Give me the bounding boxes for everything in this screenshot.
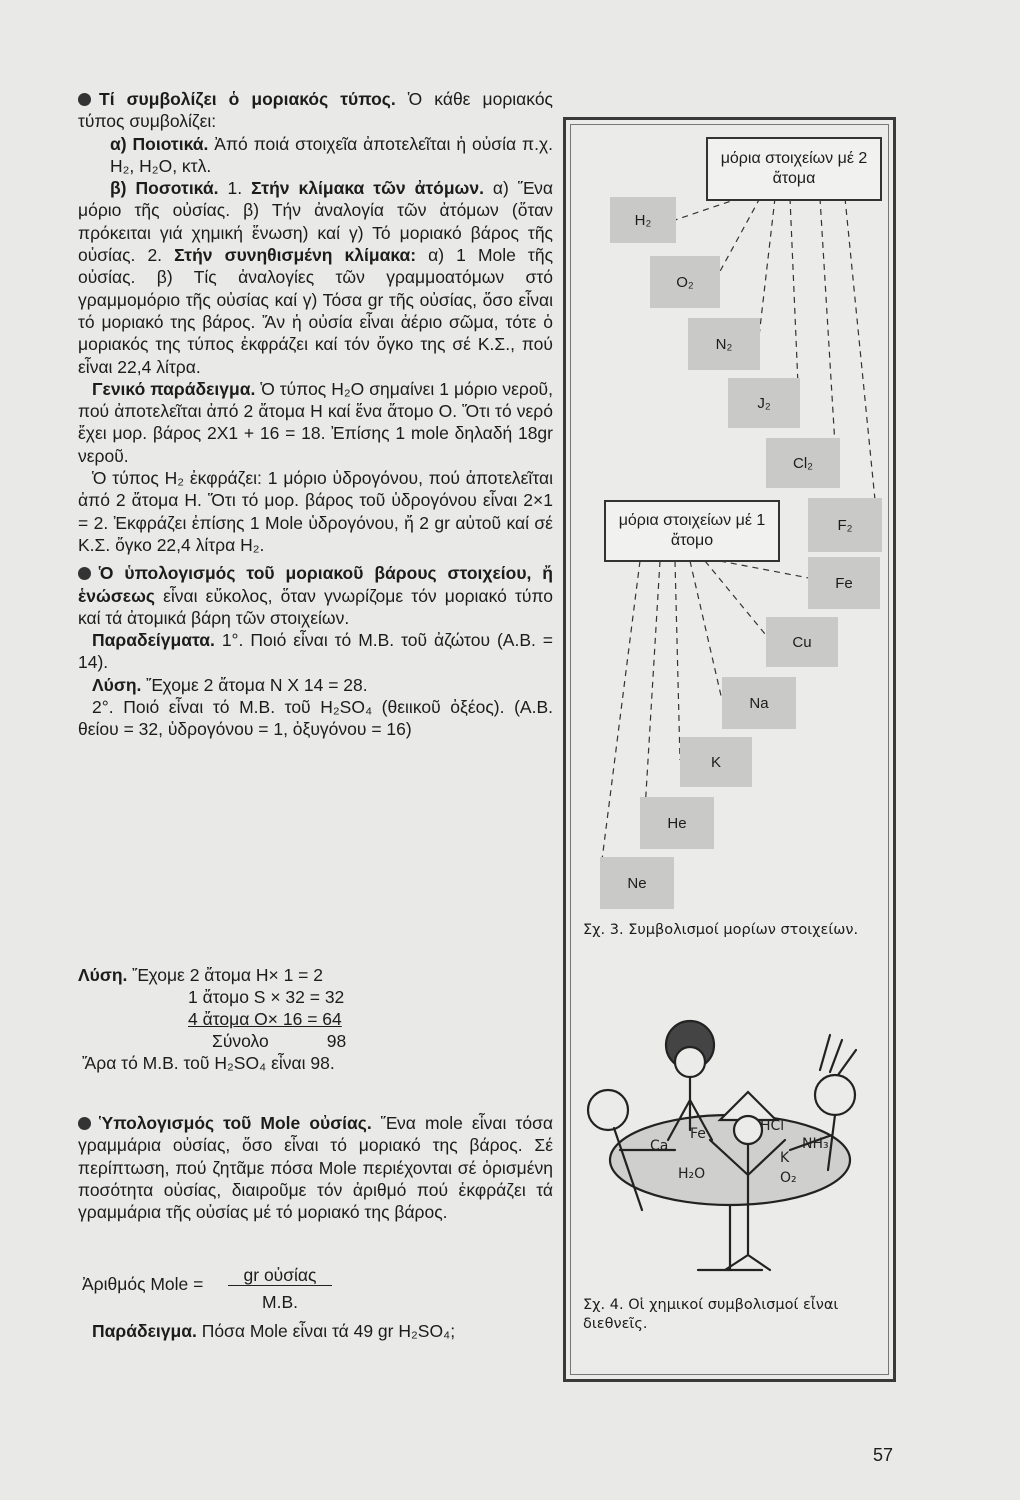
feather-icon bbox=[820, 1035, 856, 1075]
element-box-cl2: Cl₂ bbox=[766, 438, 840, 488]
paragraph-formula-meaning: Τί συμβολίζει ὁ μοριακός τύπος. Ὁ κάθε μοριακός τύπος συμβολίζει: bbox=[78, 89, 553, 132]
right-person-head bbox=[815, 1075, 855, 1115]
left-person-head bbox=[588, 1090, 628, 1130]
cartoon-label-ca: Ca bbox=[650, 1138, 669, 1154]
line-he bbox=[645, 561, 660, 810]
paragraph-example-2: 2°. Ποιό εἶναι τό Μ.Β. τοῦ H₂SO₄ (θειικοῦ ὀξέος). (Α.Β. θείου = 32, ὑδρογόνου = 1, ὀξυγόνου = 16) bbox=[78, 697, 553, 740]
cartoon-label-hcl: HCl bbox=[760, 1118, 785, 1134]
element-box-h2: H₂ bbox=[610, 197, 676, 243]
cartoon-label-k: K bbox=[780, 1150, 790, 1166]
element-box-cu: Cu bbox=[766, 617, 838, 667]
line-o2 bbox=[718, 198, 760, 275]
line-h2 bbox=[675, 198, 740, 220]
line-n2 bbox=[758, 198, 775, 345]
element-box-n2: N₂ bbox=[688, 318, 760, 370]
paragraph-molecular-weight: Ὁ ὑπολογισμός τοῦ μοριακοῦ βάρους στοιχείου, ἤ ἑνώσεως εἶναι εὔκολος, ὅταν γνωρίζομε τόν μοριακό τύπο καί τά ἀτομικά βάρη τῶν στοιχείων. bbox=[78, 563, 553, 628]
cartoon-label-o2: O₂ bbox=[780, 1170, 797, 1186]
element-box-o2: O₂ bbox=[650, 256, 720, 308]
cartoon-label-nh3: NH₃ bbox=[802, 1136, 829, 1152]
caption-fig3: Σχ. 3. Συμβολισμοί μορίων στοιχείων. bbox=[583, 922, 859, 938]
paragraph-solution-1: Λύση. Ἔχομε 2 ἄτομα Ν Χ 14 = 28. bbox=[92, 674, 368, 695]
paragraph-examples: Παραδείγματα. 1°. Ποιό εἶναι τό Μ.Β. τοῦ ἀζώτου (Α.Β. = 14). bbox=[78, 630, 553, 673]
cartoon-illustration bbox=[580, 1000, 880, 1280]
page-number: 57 bbox=[873, 1445, 894, 1465]
paragraph-qualitative: α) Ποιοτικά. Ἀπό ποιά στοιχεῖα ἀποτελεῖται ἡ οὐσία π.χ. H₂, H₂O, κτλ. bbox=[110, 133, 554, 176]
header-diatomic: μόρια στοιχείων μέ 2 ἄτομα bbox=[706, 137, 882, 201]
element-box-he: He bbox=[640, 797, 714, 849]
element-box-k: K bbox=[680, 737, 752, 787]
element-box-j2: J₂ bbox=[728, 378, 800, 428]
line-k bbox=[675, 561, 680, 760]
paragraph-example-mole: Παράδειγμα. Πόσα Mole εἶναι τά 49 gr H₂SO₄; bbox=[92, 1321, 456, 1341]
element-box-f2: F₂ bbox=[808, 498, 882, 552]
line-cu bbox=[705, 561, 770, 640]
caption-fig4: Σχ. 4. Οἱ χημικοί συμβολισμοί εἶναι διεθνεῖς. bbox=[583, 1297, 839, 1332]
line-na bbox=[690, 561, 722, 700]
paragraph-quantitative: β) Ποσοτικά. 1. Στήν κλίμακα τῶν ἀτόμων. α) Ἕνα μόριο τῆς οὐσίας. β) Τήν ἀναλογία τῶν ἀτόμων (ὅταν πρόκειται γιά χημική ἕνωση) καί γ) Τό μοριακό βάρος τῆς οὐσίας. 2. Στήν συνηθισμένη κλίμακα: α) 1 Mole τῆς οὐσίας. β) Τίς ἀναλογίες τῶν γραμμοατόμων στό γραμμομόριο τῆς οὐσίας καί γ) Τόσα gr τῆς οὐσίας, ὅσο εἶναι τό μοριακό της βάρος. Ἄν ἡ οὐσία εἶναι ἀέριο σῶμα, τότε ὁ μοριακός της τύπος ἐκφράζει καί τόν ὄγκο της σέ Κ.Σ., πού εἶναι 22,4 λίτρα. bbox=[78, 178, 554, 377]
line-f2 bbox=[845, 198, 875, 500]
line-j2 bbox=[790, 198, 798, 385]
line-ne bbox=[602, 561, 640, 860]
cartoon-label-fe: Fe bbox=[690, 1126, 706, 1142]
hair-person-head bbox=[675, 1047, 705, 1077]
header-monatomic: μόρια στοιχείων μέ 1 ἄτομο bbox=[604, 500, 780, 562]
element-box-fe: Fe bbox=[808, 557, 880, 609]
cartoon-label-h2o: H₂O bbox=[678, 1166, 706, 1182]
paragraph-mole: Ὑπολογισμός τοῦ Mole οὐσίας. Ἕνα mole εἶναι τόσα γραμμάρια οὐσίας, ὅσο εἶναι τό μοριακό της βάρος. Σέ περίπτωση, πού ζητᾶμε πόσα Mole περιέχονται σέ ὁρισμένη ποσότητα οὐσίας, διαιροῦμε τόν ἀριθμό πού ἐκφράζει τά γραμμάρια τῆς οὐσίας μέ τό μοριακό της βάρος. bbox=[78, 1113, 553, 1223]
paragraph-general-example: Γενικό παράδειγμα. Ὁ τύπος H₂O σημαίνει 1 μόριο νεροῦ, πού ἀποτελεῖται ἀπό 2 ἄτομα Η καί ἕνα ἄτομο Ο. Ὅτι τό νερό ἔχει μορ. βάρος 2Χ1 + 16 = 18. Ἐπίσης 1 mole δηλαδή 18gr νεροῦ. bbox=[78, 378, 553, 466]
table-top bbox=[610, 1115, 850, 1205]
line-cl2 bbox=[820, 198, 835, 445]
solution-calculation: Λύση. Ἔχομε 2 ἄτομα H× 1 = 2 1 ἄτομο S × 32 = 32 4 ἄτομα O× 16 = 64 Σύνολο 98 Ἄρα τό Μ.Β. τοῦ H₂SO₄ εἶναι 98. bbox=[78, 965, 347, 1073]
paragraph-hydrogen: Ὁ τύπος H₂ ἐκφράζει: 1 μόριο ὑδρογόνου, πού ἀποτελεῖται ἀπό 2 ἄτομα Η. Ὅτι τό μορ. βάρος τοῦ ὑδρογόνου εἶναι 2×1 = 2. Ἐκφράζει ἐπίσης 1 Mole ὑδρογόνου, ἤ 2 gr αὐτοῦ καί σέ Κ.Σ. ὄγκο 22,4 λίτρα H₂. bbox=[78, 468, 553, 555]
element-box-ne: Ne bbox=[600, 857, 674, 909]
element-box-na: Na bbox=[722, 677, 796, 729]
hat-person-head bbox=[734, 1116, 762, 1144]
